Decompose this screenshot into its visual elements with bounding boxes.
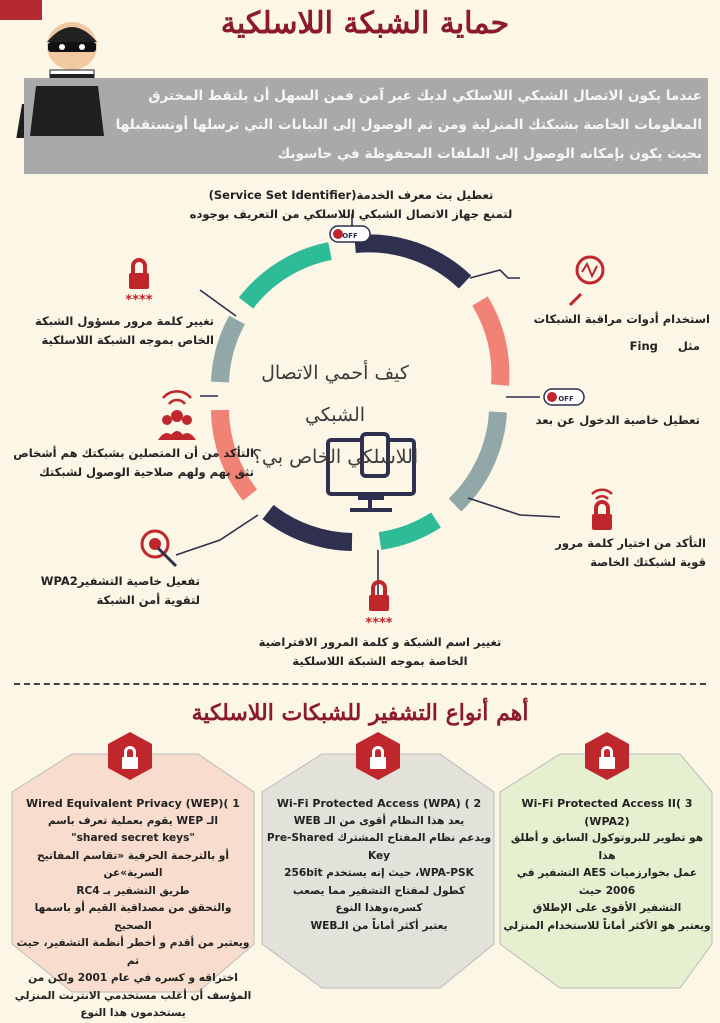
padlock-icon xyxy=(129,258,149,289)
center-line: اللاسلكي الخاص بي؟ xyxy=(251,446,419,468)
tip-remote-access xyxy=(530,411,700,430)
ring-segment xyxy=(455,412,498,505)
card-line: الـ WEP يقوم بعملية تعرف باسم xyxy=(47,814,219,827)
users-wifi-icon xyxy=(158,391,196,440)
tip-line: تغيير كلمة مرور مسؤول الشبكة xyxy=(35,314,214,328)
card-line: WPA-PSK، حيث إنه يستخدم 256bit xyxy=(284,867,474,879)
tip-router-password xyxy=(230,633,530,671)
card-line: المؤسف أن أغلب مستخدمي الانترنت المنزلي xyxy=(14,989,252,1002)
tip-line: تفعيل خاصية التشفيرWPA2 xyxy=(40,574,200,588)
tip-line: تثق بهم ولهم صلاحية الوصول لشبكتك xyxy=(39,465,254,479)
card-line: ويدعم نظام المفتاح المشترك Pre-Shared Key xyxy=(266,832,492,862)
tip-line: الخاص بموجه الشبكة اللاسلكية xyxy=(41,333,214,347)
tip-admin-password xyxy=(14,312,214,350)
tip-line xyxy=(520,337,710,356)
tool-name: Fing xyxy=(629,339,658,353)
password-stars: **** xyxy=(365,616,393,631)
tip-ssid xyxy=(186,186,516,224)
tip-strong-password xyxy=(530,534,706,572)
toggle-label: OFF xyxy=(342,232,358,240)
ring-segment xyxy=(380,520,436,541)
card-line: طريق التشفير بـ RC4 xyxy=(76,884,190,897)
password-stars: **** xyxy=(125,293,153,308)
tip-trusted-users xyxy=(4,444,254,482)
card-line: التشفير الأقوى على الإطلاق xyxy=(532,902,682,914)
tip-line: لتمنع جهاز الاتصال الشبكي اللاسلكي من التعريف بوجوده xyxy=(189,207,513,221)
tip-line: تغيير اسم الشبكة و كلمة المرور الافتراضية xyxy=(258,635,502,649)
tip-line: استخدام أدوات مراقبة الشبكات xyxy=(533,312,710,326)
intro-line: بحيث يكون بإمكانه الوصول إلى الملفات المحفوظة في حاسوبك xyxy=(277,146,702,162)
card-line: هو تطوير للبروتوكول السابق و أطلق هذا xyxy=(510,832,704,862)
intro-line: عندما يكون الاتصال الشبكي اللاسلكي لديك غير آمن فمن السهل أن يلتقط المخترق xyxy=(148,88,702,104)
tip-line: التأكد من اختيار كلمة مرور xyxy=(555,536,706,550)
intro-line: المعلومات الخاصة بشبكتك المنزلية ومن ثم الوصول إلى البيانات التي ترسلها أوتستقبلها xyxy=(115,117,702,133)
tip-monitoring-tools xyxy=(520,310,710,356)
tip-line: تعطيل خاصية الدخول عن بعد xyxy=(535,413,700,427)
tip-line: تعطيل بث معرف الخدمة(Service Set Identifier) xyxy=(208,188,494,202)
card-title: 1 )Wired Equivalent Privacy (WEP) xyxy=(26,797,240,810)
connector-line xyxy=(468,498,560,517)
card-wpa xyxy=(266,795,492,935)
tip-line: لتقوية أمن الشبكة xyxy=(96,593,200,607)
connector-line xyxy=(470,270,520,278)
target-cursor-icon xyxy=(142,531,176,566)
center-line: كيف أحمي الاتصال الشبكي xyxy=(261,362,409,426)
card-line: ويعتبر هو الأكثر أماناً للاستخدام المنزلي xyxy=(503,919,711,932)
section-divider xyxy=(14,683,706,685)
card-line: أو بالترجمة الحرفية «تقاسم المفاتيح السرية»عن xyxy=(37,849,229,879)
page-title: حماية الشبكة اللاسلكية xyxy=(220,6,510,41)
magnifier-chart-icon xyxy=(570,257,603,305)
card-line: يعتبر أكثر أماناً من الـWEB xyxy=(310,919,448,932)
card-line: ويعتبر من أقدم و أخطر أنظمة التشفير، حيث تم xyxy=(16,937,250,967)
padlock-icon xyxy=(369,580,389,611)
card-wep xyxy=(14,795,252,1023)
connector-line xyxy=(176,515,258,555)
card-line: عمل بخوارزميات AES التشفير في 2006 حيث xyxy=(516,867,698,897)
toggle-label: OFF xyxy=(558,395,574,403)
card-line: كطول لمفتاح التشفير مما يصعب كسره،وهذا النوع xyxy=(292,884,466,914)
card-line: يعد هذا النظام أقوى من الـ WEB xyxy=(293,814,465,827)
card-line: يستخدمون هذا النوع xyxy=(80,1007,186,1019)
ring-segment xyxy=(268,512,352,542)
card-wpa2 xyxy=(502,795,712,935)
tip-wpa2 xyxy=(30,572,200,610)
wifi-lock-icon xyxy=(592,490,612,530)
ring-segment xyxy=(246,251,330,303)
center-question xyxy=(235,352,435,478)
encryption-title: أهم أنواع التشفير للشبكات اللاسلكية xyxy=(191,700,529,726)
card-title: 2 ) Wi-Fi Protected Access (WPA) xyxy=(276,797,482,810)
card-line: اختراقه و كسره في عام 2001 ولكن من xyxy=(28,972,238,984)
ring-segment xyxy=(480,301,500,385)
ring-segment xyxy=(355,243,465,282)
card-line: والتحقق من مصداقية القيم أو باسمها الصحيح xyxy=(34,902,232,932)
tip-prefix: مثل xyxy=(677,339,700,353)
tip-line: التأكد من أن المتصلين بشبكتك هم أشخاص xyxy=(13,446,254,460)
tip-line: قوية لشبكتك الخاصة xyxy=(590,555,706,569)
card-title: 3 )Wi-Fi Protected Access II (WPA2) xyxy=(521,797,693,828)
card-line: "shared secret keys" xyxy=(71,832,195,844)
tip-line: الخاصة بموجه الشبكة اللاسلكية xyxy=(292,654,468,668)
